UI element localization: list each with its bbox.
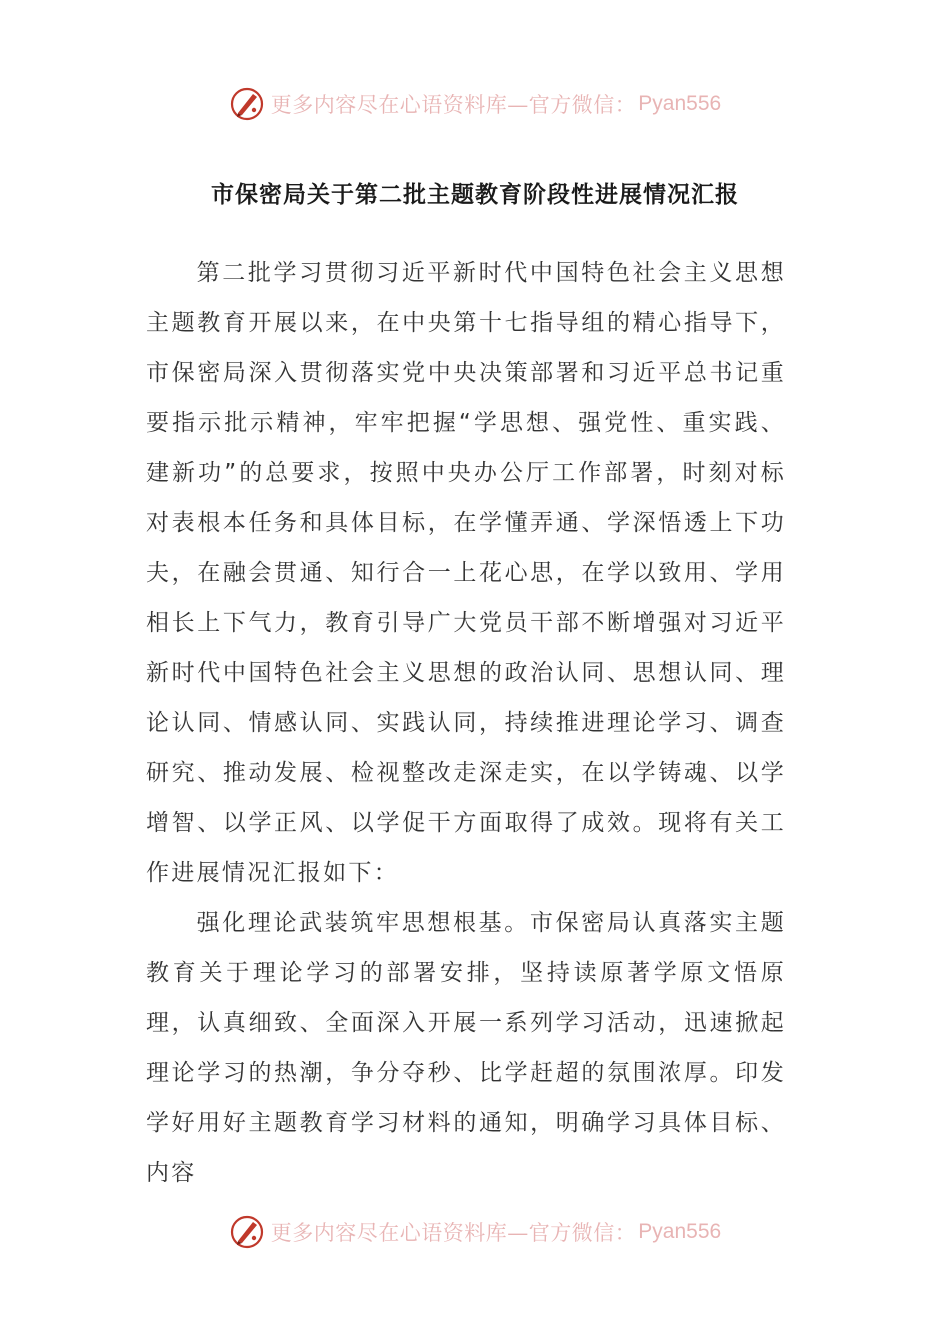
paragraph-theory: 强化理论武装筑牢思想根基。市保密局认真落实主题教育关于理论学习的部署安排，坚持读原著学原文悟原理，认真细致、全面深入开展一系列学习活动，迅速掀起理论学习的热潮，争分夺秒、比学赶超的氛围浓厚。印发学好用好主题教育学习材料的通知，明确学习具体目标、内容: [146, 910, 786, 1186]
pen-circle-logo-icon: [229, 1214, 265, 1250]
footer-banner: [0, 1212, 950, 1252]
paragraph-intro: 第二批学习贯彻习近平新时代中国特色社会主义思想主题教育开展以来，在中央第十七指导组的精心指导下，市保密局深入贯彻落实党中央决策部署和习近平总书记重要指示批示精神，牢牢把握“学思想、强党性、重实践、建新功”的总要求，按照中央办公厅工作部署，时刻对标对表根本任务和具体目标，在学懂弄通、学深悟透上下功夫，在融会贯通、知行合一上花心思，在学以致用、学用相长上下气力，教育引导广大党员干部不断增强对习近平新时代中国特色社会主义思想的政治认同、思想认同、理论认同、情感认同、实践认同，持续推进理论学习、调查研究、推动发展、检视整改走深走实，在以学铸魂、以学增智、以学正风、以学促干方面取得了成效。现将有关工作进展情况汇报如下：: [146, 260, 786, 886]
banner-wechat-handle: Pyan556: [638, 1220, 722, 1243]
document-title: 市保密局关于第二批主题教育阶段性进展情况汇报: [211, 182, 739, 208]
pen-circle-logo-icon: [229, 86, 265, 122]
banner-text: 更多内容尽在心语资料库—官方微信：: [270, 93, 637, 117]
banner-wechat-handle: Pyan556: [638, 92, 722, 115]
banner-text: 更多内容尽在心语资料库—官方微信：: [270, 1221, 637, 1245]
header-banner: [0, 84, 950, 124]
document-body: [146, 248, 786, 1198]
